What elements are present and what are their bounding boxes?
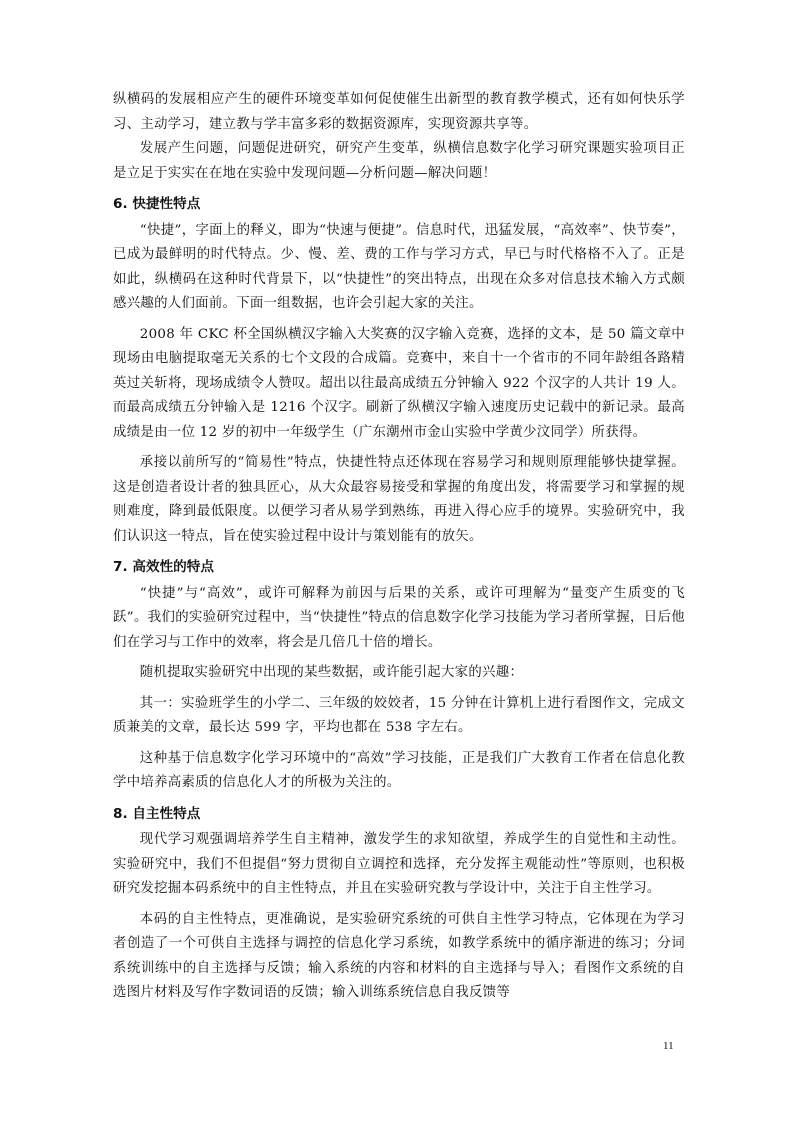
paragraph: 这种基于信息数字化学习环境中的“高效”学习技能，正是我们广大教育工作者在信息化教学中培养高素质的信息化人才的所极为关注的。	[113, 750, 685, 790]
paragraph: 承接以前所写的“简易性”特点，快捷性特点还体现在容易学习和规则原理能够快捷掌握。这是创造者设计者的独具匠心，从大众最容易接受和掌握的角度出发，将需要学习和掌握的规则难度，降到最低限度。以便学习者从易学到熟练，再进入得心应手的境界。实验研究中，我们认识这一特点，旨在使实验过程中设计与策划能有的放矢。	[113, 455, 685, 544]
paragraph: 本码的自主性特点，更准确说，是实验研究系统的可供自主性学习特点，它体现在为学习者创造了一个可供自主选择与调控的信息化学习系统，如教学系统中的循序渐进的练习；分词系统训练中的自主选择与反馈；输入系统的内容和材料的自主选择与导入；看图作文系统的自选图片材料及写作字数词语的反馈；输入训练系统信息自我反馈等	[113, 911, 685, 1000]
paragraph: 2008 年 CKC 杯全国纵横汉字输入大奖赛的汉字输入竞赛，选择的文本，是 50 篇文章中现场由电脑提取毫无关系的七个文段的合成篇。竞赛中，来自十一个省市的不同年龄组各路精英过关斩将，现场成绩令人赞叹。超出以往最高成绩五分钟输入 922 个汉字的人共计 19 人。而最高成绩五分钟输入是 1216 个汉字。刷新了纵横汉字输入速度历史记载中的新记录。最高成绩是由一位 12 岁的初中一年级学生（广东潮州市金山实验中学黄少汶同学）所获得。	[113, 326, 685, 440]
section-heading: 6. 快捷性特点	[113, 196, 201, 212]
paragraph: 纵横码的发展相应产生的硬件环境变革如何促使催生出新型的教育教学模式，还有如何快乐学习、主动学习，建立教与学丰富多彩的数据资源库，实现资源共享等。	[113, 92, 685, 132]
page-number: 11	[663, 1040, 674, 1052]
paragraph: “快捷”，字面上的释义，即为“快速与便捷”。信息时代，迅猛发展，“高效率”、快节奏”，已成为最鲜明的时代特点。少、慢、差、费的工作与学习方式，早已与时代格格不入了。正是如此，纵横码在这种时代背景下，以“快捷性”的突出特点，出现在众多对信息技术输入方式颇感兴趣的人们面前。下面一组数据，也许会引起大家的关注。	[113, 222, 685, 311]
paragraph: 现代学习观强调培养学生自主精神，激发学生的求知欲望，养成学生的自觉性和主动性。实验研究中，我们不但提倡“努力贯彻自立调控和选择，充分发挥主观能动性”等原则，也积极研究发挖掘本码系统中的自主性特点，并且在实验研究教与学设计中，关注于自主性学习。	[113, 832, 685, 896]
document-body	[113, 88, 685, 1006]
paragraph: “快捷”与“高效”，或许可解释为前因与后果的关系，或许可理解为“量变产生质变的飞跃”。我们的实验研究过程中，当“快捷性”特点的信息数字化学习技能为学习者所掌握，日后他们在学习与工作中的效率，将会是几倍几十倍的增长。	[113, 585, 685, 650]
paragraph: 其一：实验班学生的小学二、三年级的姣姣者，15 分钟在计算机上进行看图作文，完成文质兼美的文章，最长达 599 字，平均也都在 538 字左右。	[113, 695, 685, 735]
paragraph: 发展产生问题，问题促进研究，研究产生变革，纵横信息数字化学习研究课题实验项目正是立足于实实在在地在实验中发现问题—分析问题—解决问题！	[113, 141, 685, 181]
paragraph: 随机提取实验研究中出现的某些数据，或许能引起大家的兴趣：	[139, 665, 524, 680]
section-heading: 8. 自主性特点	[113, 805, 201, 822]
section-heading: 7. 高效性的特点	[113, 559, 214, 575]
